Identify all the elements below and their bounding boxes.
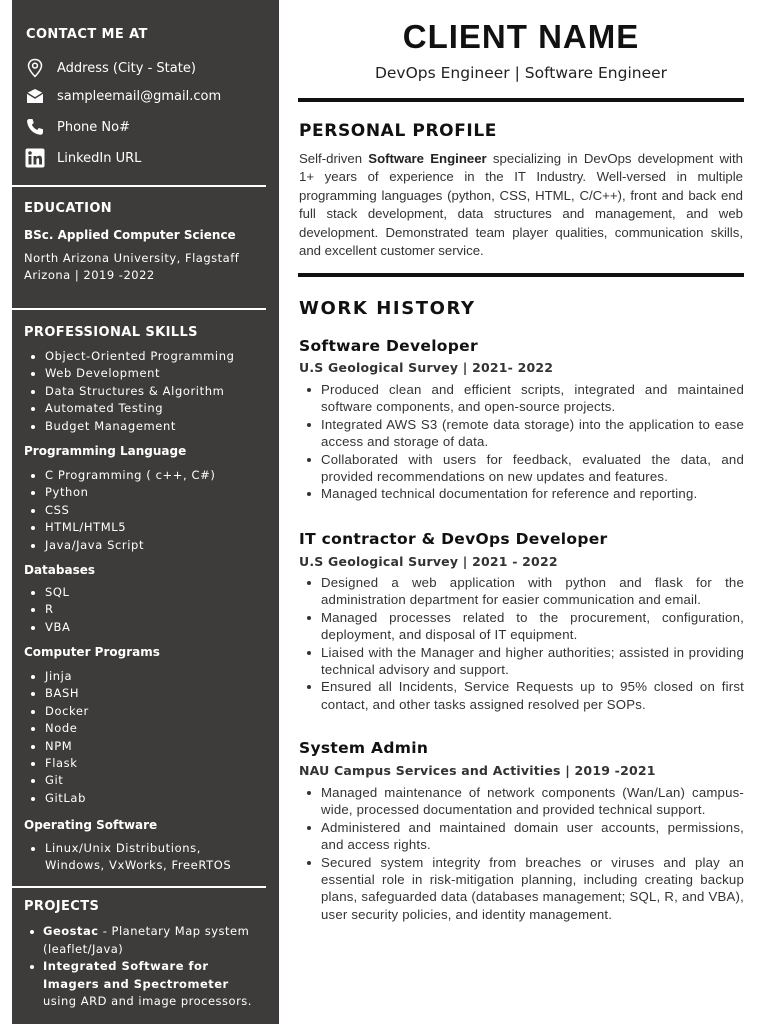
list-item: Administered and maintained domain user accounts, permissions, and access rights.: [304, 819, 744, 854]
phone-icon: [25, 117, 45, 137]
list-item: Managed processes related to the procurement, configuration, deployment, and disposal of IT equipment.: [304, 609, 744, 644]
operating-software-list: [24, 840, 201, 857]
sidebar-divider: [12, 886, 266, 888]
os-line-1: Linux/Unix Distributions,: [45, 841, 201, 855]
project-desc: - Planetary Map system (leaflet/Java): [43, 924, 250, 956]
job-role: DevOps Engineer | Software Engineer: [374, 64, 668, 82]
list-item: HTML/HTML5: [24, 519, 215, 536]
skills-list: [24, 348, 235, 435]
education-title: EDUCATION: [24, 201, 113, 216]
job-bullets: [304, 784, 744, 923]
databases-list: [24, 584, 70, 636]
projects-title: PROJECTS: [24, 899, 100, 914]
job-org: U.S Geological Survey | 2021 - 2022: [299, 554, 558, 569]
list-item: Java/Java Script: [24, 537, 215, 554]
sidebar-divider: [12, 308, 266, 310]
section-divider: [298, 273, 744, 277]
list-item: Docker: [24, 703, 89, 720]
contact-phone: [25, 117, 130, 137]
list-item: Jinja: [24, 668, 89, 685]
profile-pre: Self-driven: [299, 151, 369, 166]
list-item: GitLab: [24, 790, 89, 807]
projects-list: [24, 923, 264, 1011]
job-bullets: [304, 381, 744, 503]
list-item: Flask: [24, 755, 89, 772]
linkedin-text[interactable]: LinkedIn URL: [57, 150, 142, 166]
project-item: [24, 923, 264, 958]
project-item: [24, 958, 264, 1011]
contact-section: [12, 27, 279, 42]
list-item: Data Structures & Algorithm: [24, 383, 235, 400]
computer-programs-list: [24, 668, 89, 807]
email-text[interactable]: sampleemail@gmail.com: [57, 88, 222, 104]
profile-title: PERSONAL PROFILE: [299, 121, 497, 141]
list-item: Node: [24, 720, 89, 737]
header-divider: [298, 98, 744, 102]
address-text: Address (City - State): [57, 60, 196, 76]
project-desc: using ARD and image processors.: [43, 994, 252, 1008]
computer-programs-title: Computer Programs: [24, 645, 160, 659]
list-item: CSS: [24, 502, 215, 519]
contact-address: [25, 58, 196, 78]
list-item: Produced clean and efficient scripts, integrated and maintained software components, and open-source projects.: [304, 381, 744, 416]
os-line-2: Windows, VxWorks, FreeRTOS: [45, 858, 232, 872]
linkedin-icon: [25, 148, 45, 168]
list-item: C Programming ( c++, C#): [24, 467, 215, 484]
list-item: Designed a web application with python and flask for the administration department for easier communication and email.: [304, 574, 744, 609]
job-title: System Admin: [299, 739, 429, 757]
programming-title: Programming Language: [24, 444, 187, 458]
skills-title: PROFESSIONAL SKILLS: [24, 325, 198, 340]
project-name: Integrated Software for Imagers and Spectrometer: [43, 959, 229, 991]
location-pin-icon: [25, 58, 45, 78]
contact-email[interactable]: [25, 86, 221, 106]
project-name: Geostac: [43, 924, 99, 938]
list-item: Python: [24, 484, 215, 501]
list-item: NPM: [24, 738, 89, 755]
profile-text: [299, 150, 743, 260]
client-name: CLIENT NAME: [402, 18, 640, 55]
list-item: Object-Oriented Programming: [24, 348, 235, 365]
job-title: IT contractor & DevOps Developer: [299, 530, 608, 548]
work-title: WORK HISTORY: [299, 298, 476, 319]
sidebar: [12, 0, 279, 1024]
contact-linkedin[interactable]: [25, 148, 141, 168]
education-school: North Arizona University, Flagstaff: [24, 251, 240, 265]
job-title: Software Developer: [299, 337, 478, 355]
list-item: BASH: [24, 685, 89, 702]
phone-text: Phone No#: [57, 119, 130, 135]
list-item: R: [24, 601, 70, 618]
list-item: Automated Testing: [24, 400, 235, 417]
list-item: Web Development: [24, 365, 235, 382]
list-item: Collaborated with users for feedback, evaluated the data, and provided recommendations on new updates and features.: [304, 451, 744, 486]
list-item: Secured system integrity from breaches or viruses and play an essential role in risk-mitigation planning, including creating backup plans, safeguarded data (databases management; SQL, R, and VBA), user security policies, and identity management.: [304, 854, 744, 924]
job-bullets: [304, 574, 744, 713]
list-item: Managed technical documentation for reference and reporting.: [304, 485, 744, 502]
list-item: [24, 840, 201, 857]
profile-post: specializing in DevOps development with 1+ years of experience in the IT Industry. Well-versed in multiple programming languages (python, CSS, HTML, C/C++), front and back end full stack development, data structures and management, and web development. Demonstrated team player qualities, communication skills, and excellent customer service.: [299, 151, 743, 259]
education-details: Arizona | 2019 -2022: [24, 268, 155, 282]
education-degree: BSc. Applied Computer Science: [24, 228, 236, 242]
list-item: SQL: [24, 584, 70, 601]
profile-bold: Software Engineer: [368, 151, 487, 166]
list-item: VBA: [24, 619, 70, 636]
list-item: Managed maintenance of network components (Wan/Lan) campus-wide, processed documentation and provided technical support.: [304, 784, 744, 819]
list-item: Integrated AWS S3 (remote data storage) into the application to ease access and storage of data.: [304, 416, 744, 451]
job-org: U.S Geological Survey | 2021- 2022: [299, 360, 554, 375]
envelope-icon: [25, 86, 45, 106]
list-item: Liaised with the Manager and higher authorities; assisted in providing technical advisory and support.: [304, 644, 744, 679]
contact-title: CONTACT ME AT: [26, 27, 148, 42]
programming-list: [24, 467, 215, 554]
databases-title: Databases: [24, 563, 96, 577]
list-item: Budget Management: [24, 418, 235, 435]
operating-software-title: Operating Software: [24, 818, 158, 832]
list-item: Ensured all Incidents, Service Requests up to 95% closed on first contact, and other tasks assigned resolved per SOPs.: [304, 678, 744, 713]
job-org: NAU Campus Services and Activities | 2019 -2021: [299, 763, 656, 778]
sidebar-divider: [12, 185, 266, 187]
list-item: Git: [24, 772, 89, 789]
